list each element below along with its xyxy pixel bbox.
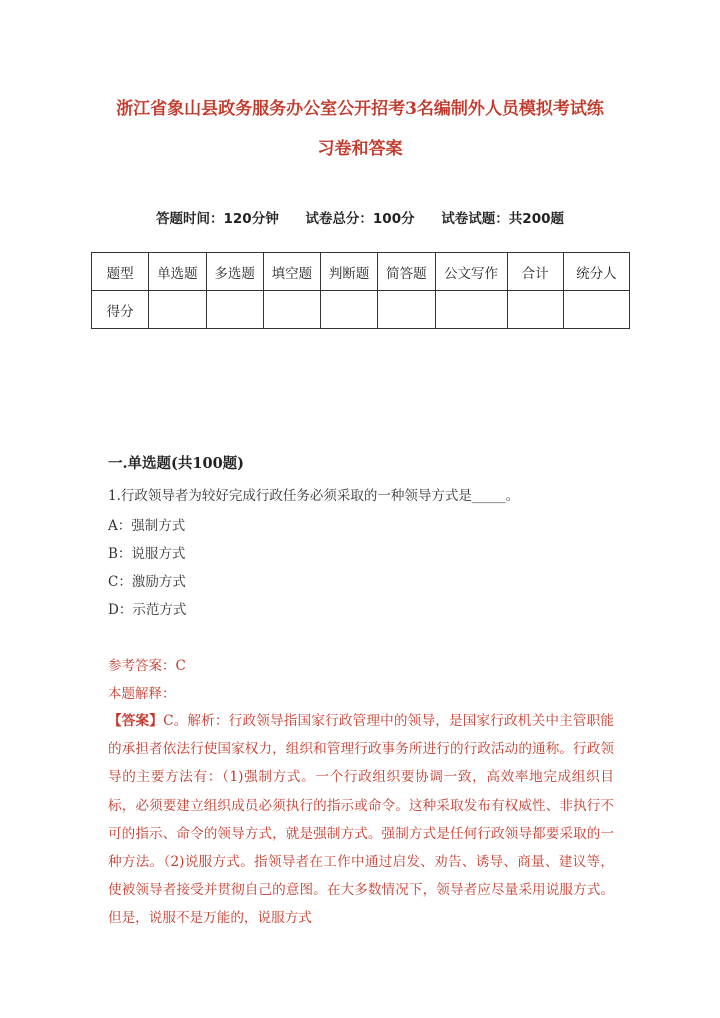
score-table-score-row (92, 291, 630, 329)
explanation-label: 本题解释： (108, 686, 176, 702)
exam-meta (0, 207, 720, 227)
row-label-cell: 得分 (92, 291, 149, 329)
header-cell: 单选题 (149, 253, 206, 291)
option-d: D：示范方式 (108, 602, 187, 618)
score-cell (263, 291, 320, 329)
option-b: B：说服方式 (108, 546, 186, 562)
score-cell (507, 291, 563, 329)
header-cell: 统分人 (563, 253, 629, 291)
reference-answer: 参考答案：C (108, 658, 186, 674)
header-cell: 合计 (507, 253, 563, 291)
exam-time: 答题时间：120分钟 (156, 211, 279, 227)
score-cell (321, 291, 378, 329)
score-table (91, 252, 630, 329)
header-cell: 判断题 (321, 253, 378, 291)
score-cell (435, 291, 507, 329)
score-cell (563, 291, 629, 329)
exam-question-count: 试卷试题：共200题 (441, 211, 564, 227)
header-cell: 简答题 (378, 253, 435, 291)
doc-title-line1: 浙江省象山县政务服务办公室公开招考3名编制外人员模拟考试练 (116, 99, 604, 119)
header-cell: 填空题 (263, 253, 320, 291)
doc-title-line2: 习卷和答案 (317, 139, 403, 159)
option-c: C：激励方式 (108, 574, 186, 590)
explanation-text (108, 707, 614, 933)
score-cell (378, 291, 435, 329)
question-stem: 1.行政领导者为较好完成行政任务必须采取的一种领导方式是_____。 (108, 488, 520, 504)
header-cell: 多选题 (206, 253, 263, 291)
exam-total-score: 试卷总分：100分 (305, 211, 415, 227)
explanation-lead: 【答案】 (108, 713, 164, 729)
score-cell (149, 291, 206, 329)
option-a: A：强制方式 (108, 518, 186, 534)
section-title: 一.单选题(共100题) (108, 455, 245, 472)
explanation-body: C。解析：行政领导指国家行政管理中的领导，是国家行政机关中主管职能的承担者依法行使国家权力，组织和管理行政事务所进行的行政活动的通称。行政领导的主要方法有：（1)强制方式。一个行政组织要协调一致，高效率地完成组织目标，必须要建立组织成员必须执行的指示或命令。这种采取发布有权威性、非执行不可的指示、命令的领导方式，就是强制方式。强制方式是任何行政领导都要采取的一种方法。（2)说服方式。指领导者在工作中通过启发、劝告、诱导、商量、建议等，使被领导者接受并贯彻自己的意图。在大多数情况下，领导者应尽量采用说服方式。但是，说服不是万能的，说服方式 (108, 713, 615, 927)
header-cell: 公文写作 (435, 253, 507, 291)
score-cell (206, 291, 263, 329)
score-table-header-row (92, 253, 630, 291)
header-cell: 题型 (92, 253, 149, 291)
